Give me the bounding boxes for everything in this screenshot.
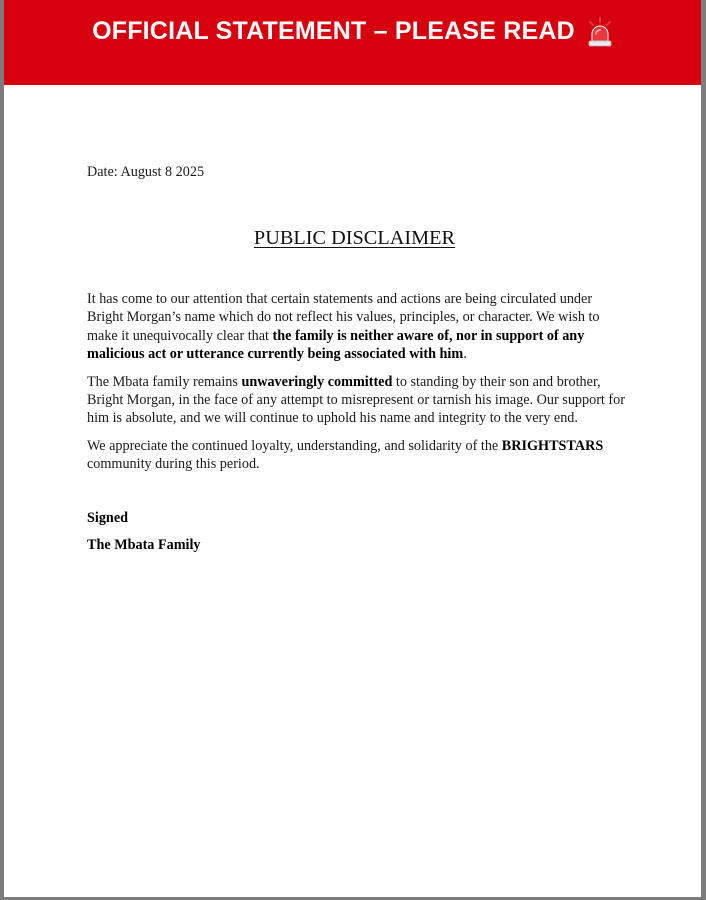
banner-title: OFFICIAL STATEMENT – PLEASE READ xyxy=(92,17,575,45)
signer-name: The Mbata Family xyxy=(87,537,201,553)
document-date: Date: August 8 2025 xyxy=(87,164,205,180)
document-heading: PUBLIC DISCLAIMER xyxy=(253,227,456,249)
statement-paragraph-1 xyxy=(87,290,627,363)
document-page xyxy=(4,0,701,897)
statement-paragraph-3 xyxy=(87,437,627,474)
paragraph-text: We appreciate the continued loyalty, understanding, and solidarity of the xyxy=(87,438,502,455)
statement-body xyxy=(87,290,627,483)
paragraph-text: to standing by their son and brother, Bright Morgan, in the face of any attempt to misrepresent or tarnish his image. Our support for him is absolute, and we will continue to uphold his name and integrity to the very end. xyxy=(87,373,625,427)
paragraph-bold-text: unwaveringly committed xyxy=(241,373,393,390)
header-banner xyxy=(4,0,701,85)
banner-content xyxy=(92,17,613,47)
paragraph-text: The Mbata family remains xyxy=(87,373,242,390)
paragraph-text: It has come to our attention that certain statements and actions are being circulated under Bright Morgan’s name which do not reflect his values, principles, or character. We wish to make it unequivocally clear that xyxy=(87,291,600,344)
paragraph-bold-text: BRIGHTSTARS xyxy=(501,438,604,455)
paragraph-text: . xyxy=(463,345,467,362)
paragraph-bold-text: the family is neither aware of, nor in support of any malicious act or utterance currently being associated with him xyxy=(87,327,585,362)
signed-label: Signed xyxy=(87,510,129,526)
statement-paragraph-2 xyxy=(87,373,627,428)
police-siren-icon xyxy=(587,17,613,47)
paragraph-text: community during this period. xyxy=(87,456,260,473)
